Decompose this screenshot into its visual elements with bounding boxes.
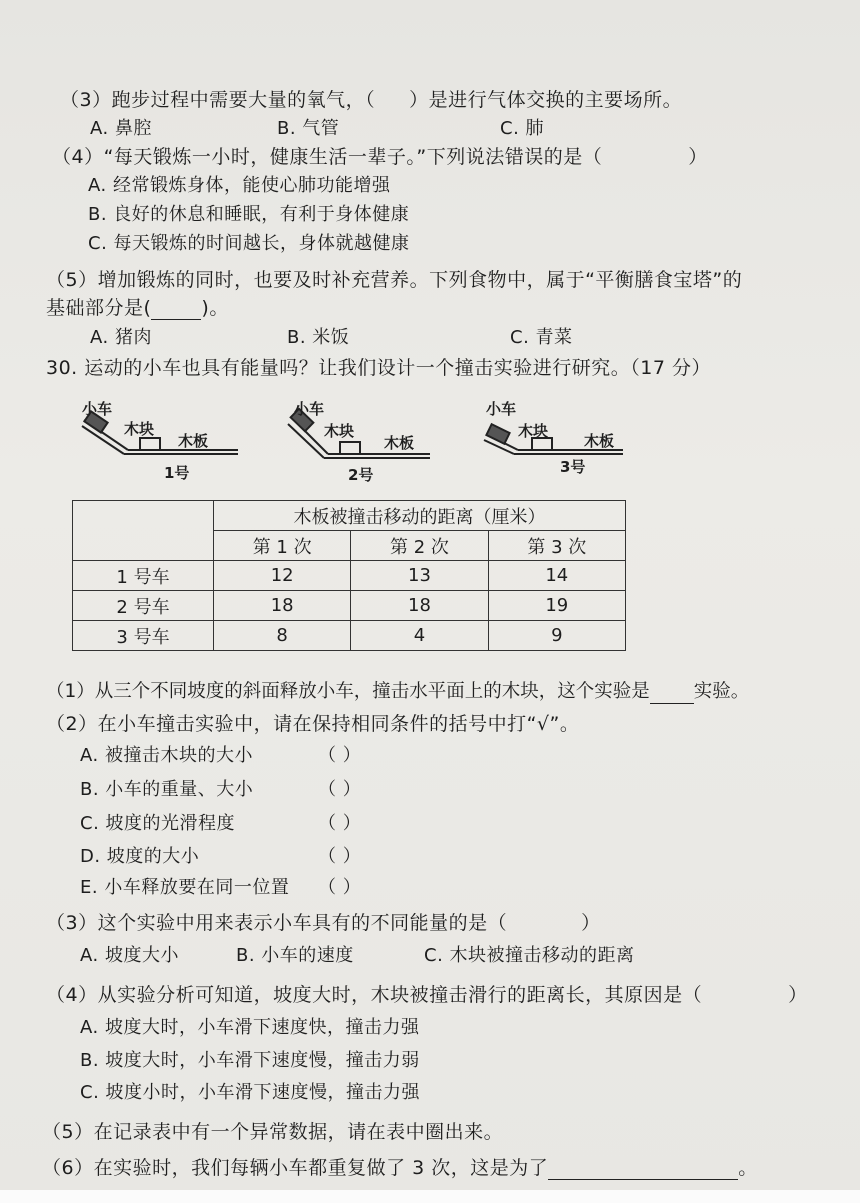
board-label-2: 木板 <box>384 434 415 452</box>
q29-5-option-b: B. 米饭 <box>287 327 350 348</box>
q29-4-option-b: B. 良好的休息和睡眠，有利于身体健康 <box>88 204 410 225</box>
page-bottom-edge <box>0 1190 860 1203</box>
q30-3-option-c: C. 木块被撞击移动的距离 <box>424 945 635 966</box>
q29-4-stem <box>52 145 708 169</box>
block-label-2: 木块 <box>324 422 355 440</box>
q30-1-stem <box>46 680 749 704</box>
q29-4-close: ） <box>688 146 708 168</box>
cell[interactable]: 9 <box>488 621 625 651</box>
board-label-1: 木板 <box>178 432 209 450</box>
row-name-car-3: 3 号车 <box>73 621 214 651</box>
q30-2-paren-c[interactable]: （ ） <box>318 813 362 834</box>
row-name-car-2: 2 号车 <box>73 591 214 621</box>
table-row <box>73 621 626 651</box>
table-row <box>73 561 626 591</box>
q29-5-option-a: A. 猪肉 <box>90 327 152 348</box>
q30-2-item-d: D. 坡度的大小 <box>80 846 200 867</box>
cell[interactable]: 4 <box>351 621 488 651</box>
q30-4-stem <box>46 983 808 1007</box>
q30-4-close: ） <box>788 984 808 1006</box>
q29-3-option-b: B. 气管 <box>277 118 340 139</box>
distance-table <box>72 500 626 651</box>
q30-6-answer-blank[interactable] <box>548 1159 738 1180</box>
q30-2-item-a: A. 被撞击木块的大小 <box>80 745 253 766</box>
q29-4-stem-text: （4）“每天锻炼一小时，健康生活一辈子。”下列说法错误的是（ <box>52 146 603 168</box>
q29-5-line1: （5）增加锻炼的同时，也要及时补充营养。下列食物中，属于“平衡膳食宝塔”的 <box>46 269 743 291</box>
q29-5-line2-post: )。 <box>201 297 229 319</box>
q30-4-option-b: B. 坡度大时，小车滑下速度慢，撞击力弱 <box>80 1050 420 1071</box>
car-label-1: 小车 <box>82 400 113 418</box>
table-header-trial-2: 第 2 次 <box>351 531 488 561</box>
ramp-number-1: 1号 <box>164 464 190 482</box>
q29-4-option-a: A. 经常锻炼身体，能使心肺功能增强 <box>88 175 391 196</box>
q30-2-paren-d[interactable]: （ ） <box>318 846 362 867</box>
block-label-1: 木块 <box>124 420 155 438</box>
ramp-diagram <box>78 398 638 488</box>
q29-3-stem <box>60 88 682 112</box>
q30-2-paren-a[interactable]: （ ） <box>318 745 362 766</box>
cell[interactable]: 13 <box>351 561 488 591</box>
q30-2-item-b: B. 小车的重量、大小 <box>80 779 254 800</box>
q30-6-pre: （6）在实验时，我们每辆小车都重复做了 3 次，这是为了 <box>42 1157 549 1179</box>
q30-3-stem-text: （3）这个实验中用来表示小车具有的不同能量的是（ <box>46 912 508 934</box>
board-label-3: 木板 <box>584 432 615 450</box>
q30-2-item-e: E. 小车释放要在同一位置 <box>80 877 290 898</box>
q29-3-stem-post: ）是进行气体交换的主要场所。 <box>409 89 683 111</box>
q30-2-stem: （2）在小车撞击实验中，请在保持相同条件的括号中打“√”。 <box>46 713 580 735</box>
q29-5-answer-blank[interactable] <box>151 299 201 320</box>
q30-3-option-a: A. 坡度大小 <box>80 945 179 966</box>
q30-4-option-a: A. 坡度大时，小车滑下速度快，撞击力强 <box>80 1017 420 1038</box>
table-main-header: 木板被撞击移动的距离（厘米） <box>214 501 626 531</box>
ramp-number-2: 2号 <box>348 466 374 484</box>
ramp-number-3: 3号 <box>560 458 586 476</box>
q29-5-line2 <box>46 296 229 320</box>
table-header-trial-3: 第 3 次 <box>488 531 625 561</box>
q30-2-item-c: C. 坡度的光滑程度 <box>80 813 236 834</box>
q30-4-option-c: C. 坡度小时，小车滑下速度慢，撞击力强 <box>80 1082 421 1103</box>
q30-3-stem <box>46 911 601 935</box>
q29-3-option-a: A. 鼻腔 <box>90 118 152 139</box>
q30-1-pre: （1）从三个不同坡度的斜面释放小车，撞击水平面上的木块，这个实验是 <box>46 681 650 702</box>
cell[interactable]: 18 <box>214 591 351 621</box>
table-header-trial-1: 第 1 次 <box>214 531 351 561</box>
cell[interactable]: 18 <box>351 591 488 621</box>
q29-5-option-c: C. 青菜 <box>510 327 573 348</box>
q30-4-stem-text: （4）从实验分析可知道，坡度大时，木块被撞击滑行的距离长，其原因是（ <box>46 984 703 1006</box>
q30-1-answer-blank[interactable] <box>650 683 694 704</box>
cell[interactable]: 12 <box>214 561 351 591</box>
q30-1-post: 实验。 <box>693 681 750 702</box>
q30-title: 30. 运动的小车也具有能量吗？让我们设计一个撞击实验进行研究。（17 分） <box>46 357 711 379</box>
block-label-3: 木块 <box>518 422 549 440</box>
cell[interactable]: 14 <box>488 561 625 591</box>
car-label-2: 小车 <box>294 400 325 418</box>
q29-5-line2-pre: 基础部分是( <box>46 297 152 319</box>
car-label-3: 小车 <box>486 400 517 418</box>
q30-3-option-b: B. 小车的速度 <box>236 945 354 966</box>
row-name-car-1: 1 号车 <box>73 561 214 591</box>
q30-2-paren-e[interactable]: （ ） <box>318 877 362 898</box>
q30-5-stem: （5）在记录表中有一个异常数据，请在表中圈出来。 <box>42 1121 504 1143</box>
q29-3-stem-pre: （3）跑步过程中需要大量的氧气，（ <box>60 89 376 111</box>
q30-6-stem <box>42 1156 758 1180</box>
q30-3-close: ） <box>581 912 601 934</box>
cell[interactable]: 8 <box>214 621 351 651</box>
q29-4-option-c: C. 每天锻炼的时间越长，身体就越健康 <box>88 233 410 254</box>
table-row <box>73 591 626 621</box>
q29-3-option-c: C. 肺 <box>500 118 545 139</box>
cell[interactable]: 19 <box>488 591 625 621</box>
table-corner-cell <box>73 501 214 561</box>
q30-2-paren-b[interactable]: （ ） <box>318 779 362 800</box>
q30-6-post: 。 <box>738 1157 758 1179</box>
